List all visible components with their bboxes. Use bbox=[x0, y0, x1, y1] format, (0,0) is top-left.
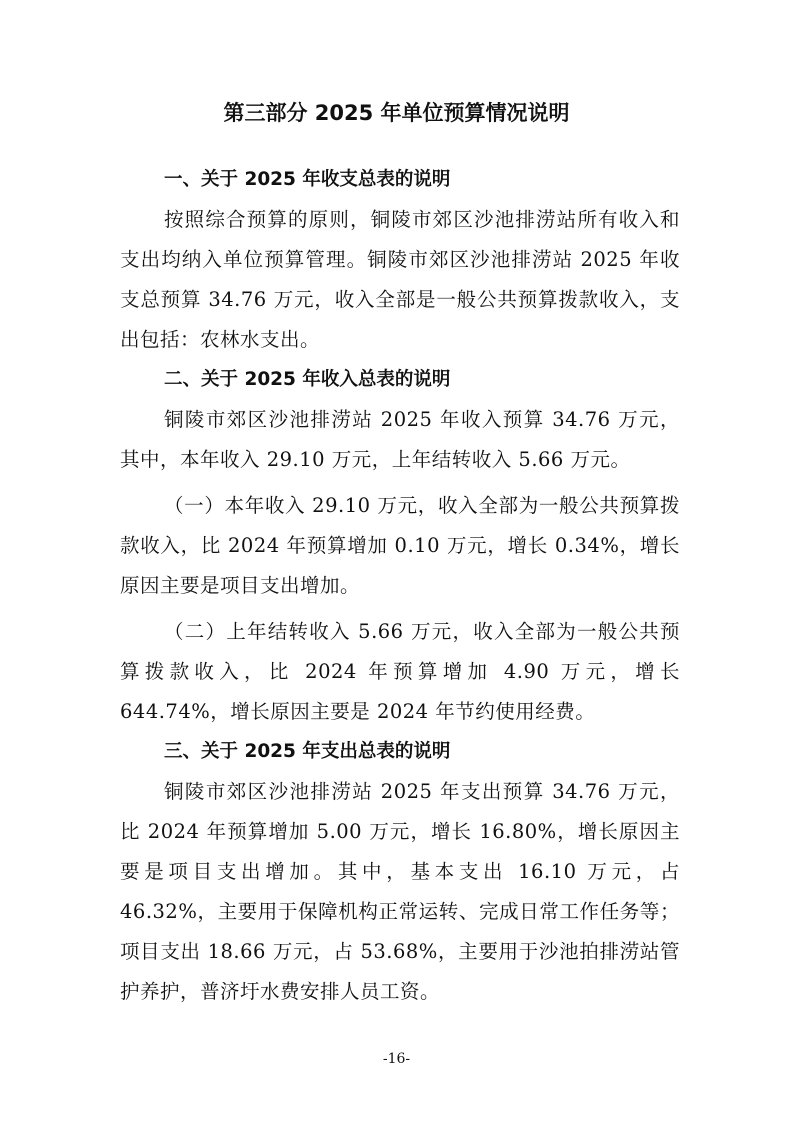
section-heading: 二、关于 2025 年收入总表的说明 bbox=[164, 369, 451, 390]
section-heading: 三、关于 2025 年支出总表的说明 bbox=[164, 741, 451, 762]
paragraph: （一）本年收入 29.10 万元，收入全部为一般公共预算拨款收入，比 2024 年预算增加 0.10 万元，增长 0.34%，增长原因主要是项目支出增加。 bbox=[120, 494, 680, 597]
paragraph: 按照综合预算的原则，铜陵市郊区沙池排涝站所有收入和支出均纳入单位预算管理。铜陵市郊区沙池排涝站 2025 年收支总预算 34.76 万元，收入全部是一般公共预算拨款收入，支出包括：农林水支出。 bbox=[120, 208, 680, 351]
document-body bbox=[120, 160, 680, 1012]
section-1 bbox=[120, 160, 680, 360]
section-2 bbox=[120, 360, 680, 732]
section-3 bbox=[120, 732, 680, 1012]
paragraph: 铜陵市郊区沙池排涝站 2025 年支出预算 34.76 万元，比 2024 年预算增加 5.00 万元，增长 16.80%，增长原因主要是项目支出增加。其中，基本支出 16.10 万元，占 46.32%，主要用于保障机构正常运转、完成日常工作任务等；项目支出 18.66 万元，占 53.68%，主要用于沙池拍排涝站管护养护，普济圩水费安排人员工资。 bbox=[120, 780, 680, 1003]
paragraph: 铜陵市郊区沙池排涝站 2025 年收入预算 34.76 万元，其中，本年收入 29.10 万元，上年结转收入 5.66 万元。 bbox=[120, 408, 680, 471]
page-number: -16- bbox=[382, 1051, 411, 1067]
paragraph: （二）上年结转收入 5.66 万元，收入全部为一般公共预算拨款收入，比 2024 年预算增加 4.90 万元，增长 644.74%，增长原因主要是 2024 年节约使用经费。 bbox=[120, 620, 680, 723]
section-heading: 一、关于 2025 年收支总表的说明 bbox=[164, 169, 451, 190]
page-title: 第三部分 2025 年单位预算情况说明 bbox=[223, 101, 570, 125]
